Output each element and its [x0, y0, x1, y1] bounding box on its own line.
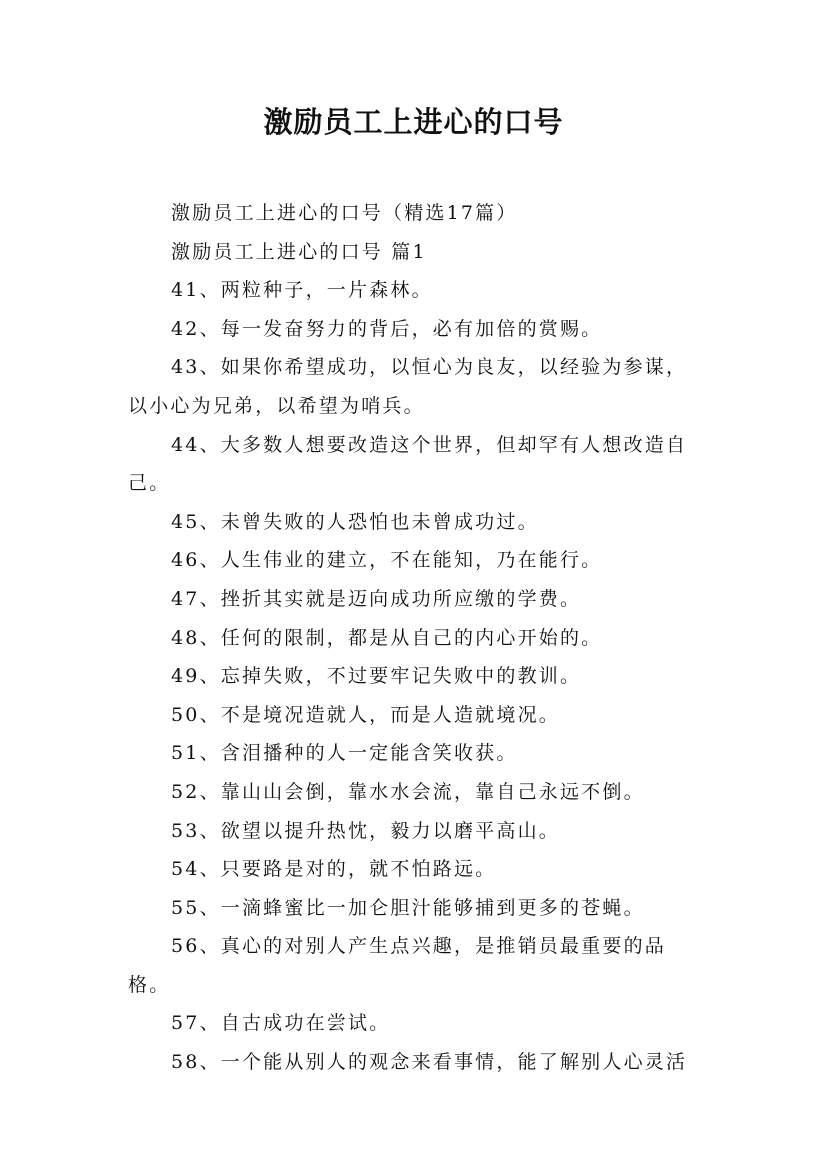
paragraph-slogan-41: 41、两粒种子，一片森林。	[171, 279, 433, 302]
document-body	[128, 194, 708, 1082]
paragraph-slogan-55: 55、一滴蜂蜜比一加仑胆汁能够捕到更多的苍蝇。	[171, 896, 645, 919]
paragraph-slogan-47: 47、挫折其实就是迈向成功所应缴的学费。	[171, 587, 582, 610]
paragraph-slogan-53: 53、欲望以提升热忱，毅力以磨平高山。	[171, 819, 560, 842]
paragraph-slogan-42: 42、每一发奋努力的背后，必有加倍的赏赐。	[171, 317, 603, 340]
paragraph-slogan-46: 46、人生伟业的建立，不在能知，乃在能行。	[171, 549, 603, 572]
paragraph-slogan-50: 50、不是境况造就人，而是人造就境况。	[171, 703, 560, 726]
document-title: 激励员工上进心的口号	[263, 105, 564, 139]
paragraph-slogan-49: 49、忘掉失败，不过要牢记失败中的教训。	[171, 665, 582, 688]
paragraph-slogan-43: 43、如果你希望成功，以恒心为良友，以经验为参谋，以小心为兄弟，以希望为哨兵。	[128, 356, 688, 417]
paragraph-slogan-58: 58、一个能从别人的观念来看事情，能了解别人心灵活	[171, 1051, 688, 1074]
paragraph-section-heading: 激励员工上进心的口号 篇1	[171, 240, 427, 263]
paragraph-slogan-54: 54、只要路是对的，就不怕路远。	[171, 858, 497, 881]
paragraph-subtitle: 激励员工上进心的口号（精选17篇）	[171, 202, 518, 224]
paragraph-slogan-48: 48、任何的限制，都是从自己的内心开始的。	[171, 626, 603, 649]
paragraph-slogan-57: 57、自古成功在尝试。	[171, 1012, 391, 1035]
paragraph-slogan-56: 56、真心的对别人产生点兴趣，是推销员最重要的品格。	[128, 935, 666, 996]
paragraph-slogan-45: 45、未曾失败的人恐怕也未曾成功过。	[171, 510, 539, 533]
paragraph-slogan-44: 44、大多数人想要改造这个世界，但却罕有人想改造自己。	[128, 433, 688, 495]
paragraph-slogan-52: 52、靠山山会倒，靠水水会流，靠自己永远不倒。	[171, 780, 645, 803]
paragraph-slogan-51: 51、含泪播种的人一定能含笑收获。	[171, 742, 518, 765]
